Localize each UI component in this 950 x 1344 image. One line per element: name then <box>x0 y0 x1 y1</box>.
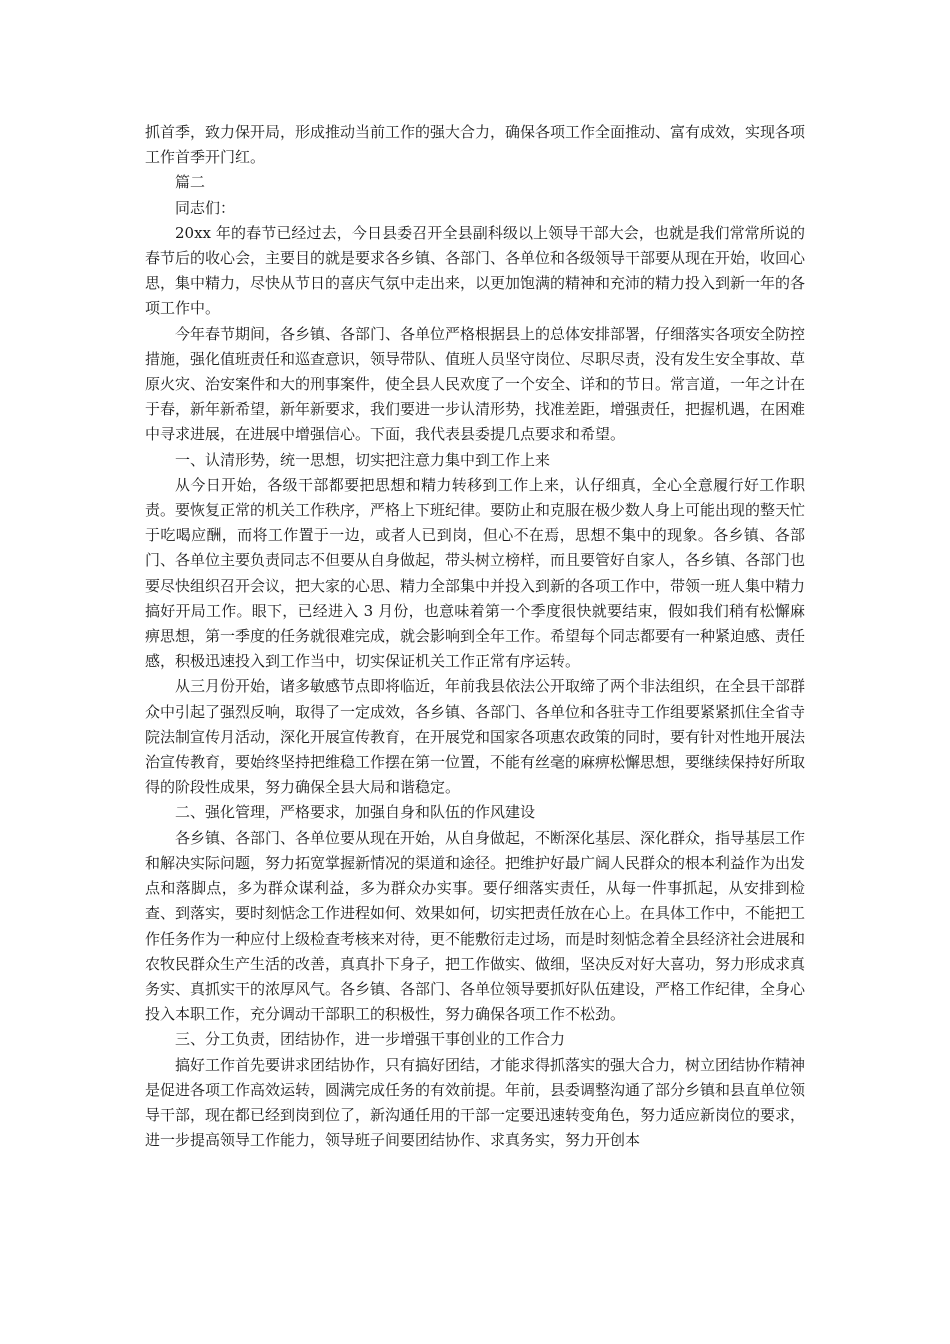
salutation: 同志们： <box>175 198 236 217</box>
paragraph-stability: 从三月份开始，诸多敏感节点即将临近，年前我县依法公开取缔了两个非法组织，在全县干部群众中引起了强烈反响，取得了一定成效，各乡镇、各部门、各单位和各驻寺工作组要紧紧抓住全省寺院法制宣传月活动，深化开展宣传教育，在开展党和国家各项惠农政策的同时，要有针对性地开展法治宣传教育，要始终坚持把维稳工作摆在第一位置，不能有丝毫的麻痹松懈思想，要继续保持好所取得的阶段性成果，努力确保全县大局和谐稳定。 <box>145 677 806 797</box>
document-body <box>145 120 805 1153</box>
section-title-part-two: 篇二 <box>175 173 206 192</box>
paragraph-work-focus: 从今日开始，各级干部都要把思想和精力转移到工作上来，认仔细真，全心全意履行好工作职责。要恢复正常的机关工作秩序，严格上下班纪律。要防止和克服在极少数人身上可能出现的整天忙于吃喝应酬，而将工作置于一边，或者人已到岗，但心不在焉，思想不集中的现象。各乡镇、各部门、各单位主要负责同志不但要从自身做起，带头树立榜样，而且要管好自家人，各乡镇、各部门也要尽快组织召开会议，把大家的心思、精力全部集中并投入到新的各项工作中，带领一班人集中精力搞好开局工作。眼下，已经进入 3 月份，也意味着第一个季度很快就要结束，假如我们稍有松懈麻痹思想，第一季度的任务就很难完成，就会影响到全年工作。希望每个同志都要有一种紧迫感、责任感，积极迅速投入到工作当中，切实保证机关工作正常有序运转。 <box>145 475 806 671</box>
heading-three: 三、分工负责，团结协作，进一步增强干事创业的工作合力 <box>175 1030 566 1049</box>
paragraph-spring-festival: 今年春节期间，各乡镇、各部门、各单位严格根据县上的总体安排部署，仔细落实各项安全防控措施，强化值班责任和巡查意识，领导带队、值班人员坚守岗位、尽职尽责，没有发生安全事故、草原火灾、治安案件和大的刑事案件，使全县人民欢度了一个安全、详和的节日。常言道，一年之计在于春，新年新希望，新年新要求，我们要进一步认清形势，找准差距，增强责任，把握机遇，在困难中寻求进展，在进展中增强信心。下面，我代表县委提几点要求和希望。 <box>145 324 806 444</box>
paragraph-teamwork: 搞好工作首先要讲求团结协作，只有搞好团结，才能求得抓落实的强大合力，树立团结协作精神是促进各项工作高效运转，圆满完成任务的有效前提。年前，县委调整沟通了部分乡镇和县直单位领导干部，现在都已经到岗到位了，新沟通任用的干部一定要迅速转变角色，努力适应新岗位的要求，进一步提高领导工作能力，领导班子间要团结协作、求真务实，努力开创本 <box>145 1055 806 1150</box>
paragraph-continuation: 抓首季，致力保开局，形成推动当前工作的强大合力，确保各项工作全面推动、富有成效，实现各项工作首季开门红。 <box>145 123 806 167</box>
paragraph-management: 各乡镇、各部门、各单位要从现在开始，从自身做起，不断深化基层、深化群众，指导基层工作和解决实际问题，努力拓宽掌握新情况的渠道和途径。把维护好最广阔人民群众的根本利益作为出发点和落脚点，多为群众谋利益，多为群众办实事。要仔细落实责任，从每一件事抓起，从安排到检查、到落实，要时刻惦念工作进程如何、效果如何，切实把责任放在心上。在具体工作中，不能把工作任务作为一种应付上级检查考核来对待，更不能敷衍走过场，而是时刻惦念着全县经济社会进展和农牧民群众生产生活的改善，真真扑下身子，把工作做实、做细，坚决反对好大喜功，努力形成求真务实、真抓实干的浓厚风气。各乡镇、各部门、各单位领导要抓好队伍建设，严格工作纪律，全身心投入本职工作，充分调动干部职工的积极性，努力确保各项工作不松劲。 <box>145 828 806 1024</box>
paragraph-intro: 20xx 年的春节已经过去，今日县委召开全县副科级以上领导干部大会，也就是我们常常所说的春节后的收心会，主要目的就是要求各乡镇、各部门、各单位和各级领导干部要从现在开始，收回心思，集中精力，尽快从节日的喜庆气氛中走出来，以更加饱满的精神和充沛的精力投入到新一年的各项工作中。 <box>145 223 806 318</box>
heading-two: 二、强化管理，严格要求，加强自身和队伍的作风建设 <box>175 803 536 822</box>
heading-one: 一、认清形势，统一思想，切实把注意力集中到工作上来 <box>175 450 551 469</box>
